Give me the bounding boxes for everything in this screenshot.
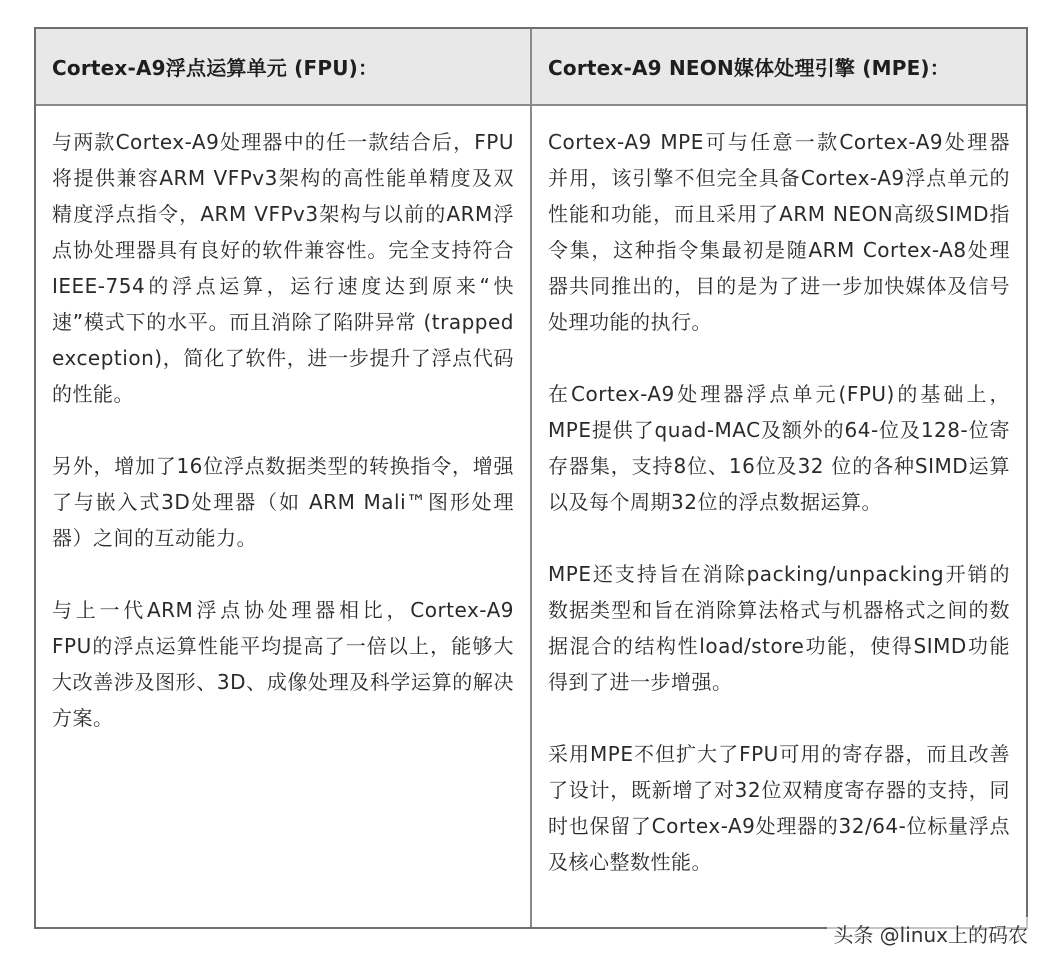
fpu-paragraph: 与上一代ARM浮点协处理器相比，Cortex-A9 FPU的浮点运算性能平均提高了一倍以上，能够大大改善涉及图形、3D、成像处理及科学运算的解决方案。 xyxy=(52,598,514,730)
mpe-paragraph: 在Cortex-A9处理器浮点单元(FPU)的基础上，MPE提供了quad-MAC及额外的64-位及128-位寄存器集，支持8位、16位及32 位的各种SIMD运算以及每个周期32位的浮点数据运算。 xyxy=(548,382,1010,514)
watermark-text: 头条 @linux上的码农 xyxy=(827,917,1034,950)
mpe-paragraph: Cortex-A9 MPE可与任意一款Cortex-A9处理器并用，该引擎不但完全具备Cortex-A9浮点单元的性能和功能，而且采用了ARM NEON高级SIMD指令集，这种指令集最初是随ARM Cortex-A8处理器共同推出的，目的是为了进一步加快媒体及信号处理功能的执行。 xyxy=(548,130,1010,334)
header-mpe: Cortex-A9 NEON媒体处理引擎 (MPE)： xyxy=(548,56,950,80)
table-body-row xyxy=(36,106,1026,927)
table-header-row xyxy=(36,29,1026,106)
comparison-table xyxy=(34,27,1028,929)
mpe-paragraph: MPE还支持旨在消除packing/unpacking开销的数据类型和旨在消除算法格式与机器格式之间的数据混合的结构性load/store功能，使得SIMD功能得到了进一步增强。 xyxy=(548,562,1010,694)
mpe-column xyxy=(532,106,1026,927)
fpu-paragraph: 另外，增加了16位浮点数据类型的转换指令，增强了与嵌入式3D处理器（如 ARM Mali™图形处理器）之间的互动能力。 xyxy=(52,454,514,550)
fpu-paragraph: 与两款Cortex-A9处理器中的任一款结合后，FPU将提供兼容ARM VFPv3架构的高性能单精度及双精度浮点指令，ARM VFPv3架构与以前的ARM浮点协处理器具有良好的软件兼容性。完全支持符合 IEEE-754的浮点运算，运行速度达到原来“快速”模式下的水平。而且消除了陷阱异常 (trapped exception)，简化了软件，进一步提升了浮点代码的性能。 xyxy=(52,130,514,406)
header-fpu: Cortex-A9浮点运算单元 (FPU)： xyxy=(36,29,532,104)
fpu-column xyxy=(36,106,532,927)
mpe-paragraph: 采用MPE不但扩大了FPU可用的寄存器，而且改善了设计，既新增了对32位双精度寄存器的支持，同时也保留了Cortex-A9处理器的32/64-位标量浮点及核心整数性能。 xyxy=(548,742,1010,874)
